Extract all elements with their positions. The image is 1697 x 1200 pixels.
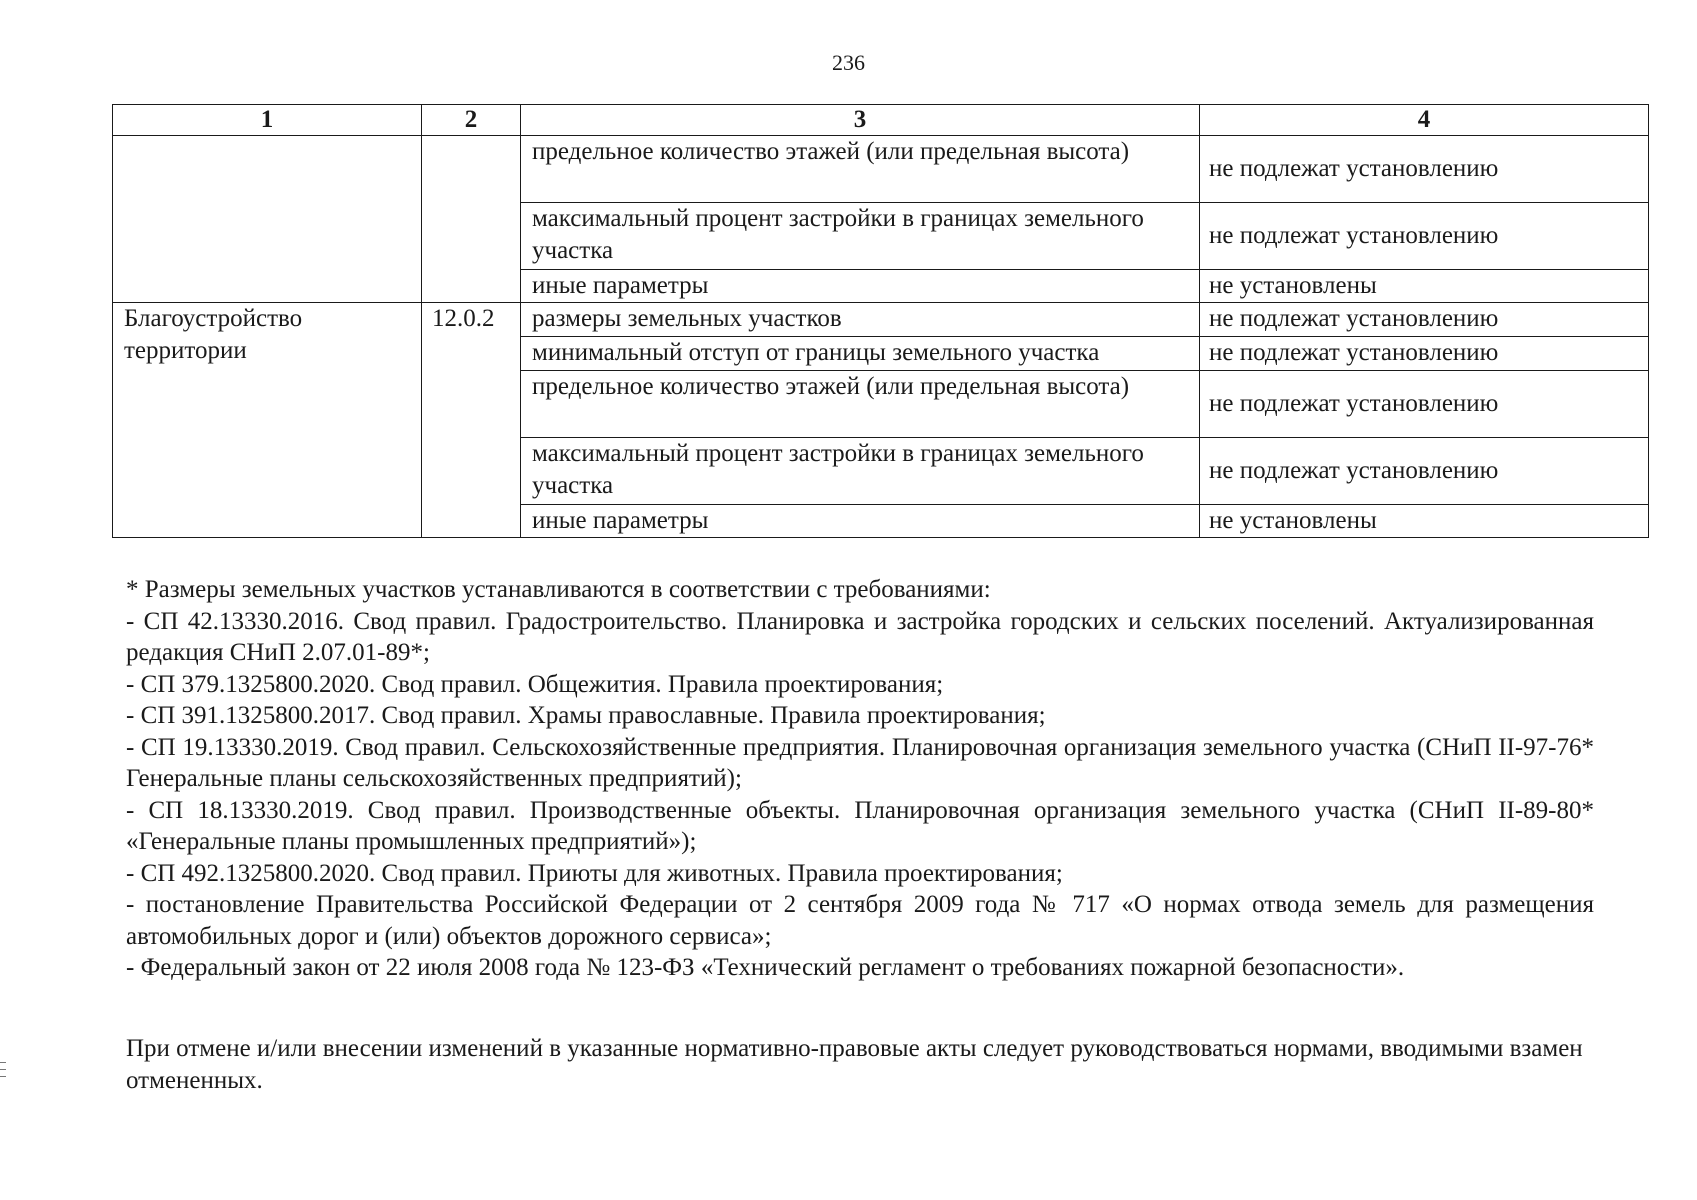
parameter-cell: иные параметры: [521, 270, 1200, 303]
closing-note: [126, 1033, 1594, 1097]
footnote-item: - СП 42.13330.2016. Свод правил. Градостроительство. Планировка и застройка городских и сельских поселений. Актуализированная редакция СНиП 2.07.01-89*;: [126, 607, 1594, 666]
value-cell: не подлежат установлению: [1200, 438, 1649, 505]
parameter-cell: минимальный отступ от границы земельного участка: [521, 337, 1200, 371]
footnote-block: [126, 574, 1594, 984]
value-cell: не подлежат установлению: [1200, 371, 1649, 438]
footnote-item: - СП 19.13330.2019. Свод правил. Сельскохозяйственные предприятия. Планировочная организация земельного участка (СНиП II-97-76* Генеральные планы сельскохозяйственных предприятий);: [126, 733, 1594, 792]
closing-note-text: При отмене и/или внесении изменений в указанные нормативно-правовые акты следует руководствоваться нормами, вводимыми взамен отмененных.: [126, 1035, 1583, 1094]
footnote-item: - Федеральный закон от 22 июля 2008 года № 123-ФЗ «Технический регламент о требованиях пожарной безопасности».: [126, 954, 1405, 981]
use-type-code: 12.0.2: [422, 303, 521, 538]
parameter-cell: иные параметры: [521, 505, 1200, 538]
value-cell: не установлены: [1200, 505, 1649, 538]
value-cell: не установлены: [1200, 270, 1649, 303]
parameter-cell: максимальный процент застройки в границах земельного участка: [521, 203, 1200, 270]
column-header-3: 3: [521, 105, 1200, 136]
value-cell: не подлежат установлению: [1200, 203, 1649, 270]
parameter-cell: максимальный процент застройки в границах земельного участка: [521, 438, 1200, 505]
use-type-name: Благоустройство территории: [113, 303, 422, 538]
parameter-cell: размеры земельных участков: [521, 303, 1200, 337]
scan-edge-mark: [0, 1062, 6, 1086]
column-header-2: 2: [422, 105, 521, 136]
table-row: [113, 303, 1649, 337]
footnote-item: - постановление Правительства Российской Федерации от 2 сентября 2009 года № 717 «О нормах отвода земель для размещения автомобильных дорог и (или) объектов дорожного сервиса»;: [126, 891, 1594, 950]
value-cell: не подлежат установлению: [1200, 303, 1649, 337]
value-cell: не подлежат установлению: [1200, 337, 1649, 371]
column-header-1: 1: [113, 105, 422, 136]
parameter-cell: предельное количество этажей (или предельная высота): [521, 371, 1200, 438]
footnote-intro: * Размеры земельных участков устанавливаются в соответствии с требованиями:: [126, 576, 991, 603]
page-number: 236: [832, 50, 865, 75]
use-type-code: [422, 136, 521, 303]
value-cell: не подлежат установлению: [1200, 136, 1649, 203]
column-header-4: 4: [1200, 105, 1649, 136]
table-row: [113, 136, 1649, 203]
footnote-item: - СП 492.1325800.2020. Свод правил. Приюты для животных. Правила проектирования;: [126, 859, 1063, 887]
parameter-cell: предельное количество этажей (или предельная высота): [521, 136, 1200, 203]
table-header-row: [113, 105, 1649, 136]
use-type-name: [113, 136, 422, 303]
footnote-item: - СП 391.1325800.2017. Свод правил. Храмы православные. Правила проектирования;: [126, 702, 1046, 729]
parameters-table: [112, 104, 1649, 538]
footnote-item: - СП 379.1325800.2020. Свод правил. Общежития. Правила проектирования;: [126, 670, 944, 698]
footnote-item: - СП 18.13330.2019. Свод правил. Производственные объекты. Планировочная организация земельного участка (СНиП II-89-80* «Генеральные планы промышленных предприятий»);: [126, 796, 1594, 855]
